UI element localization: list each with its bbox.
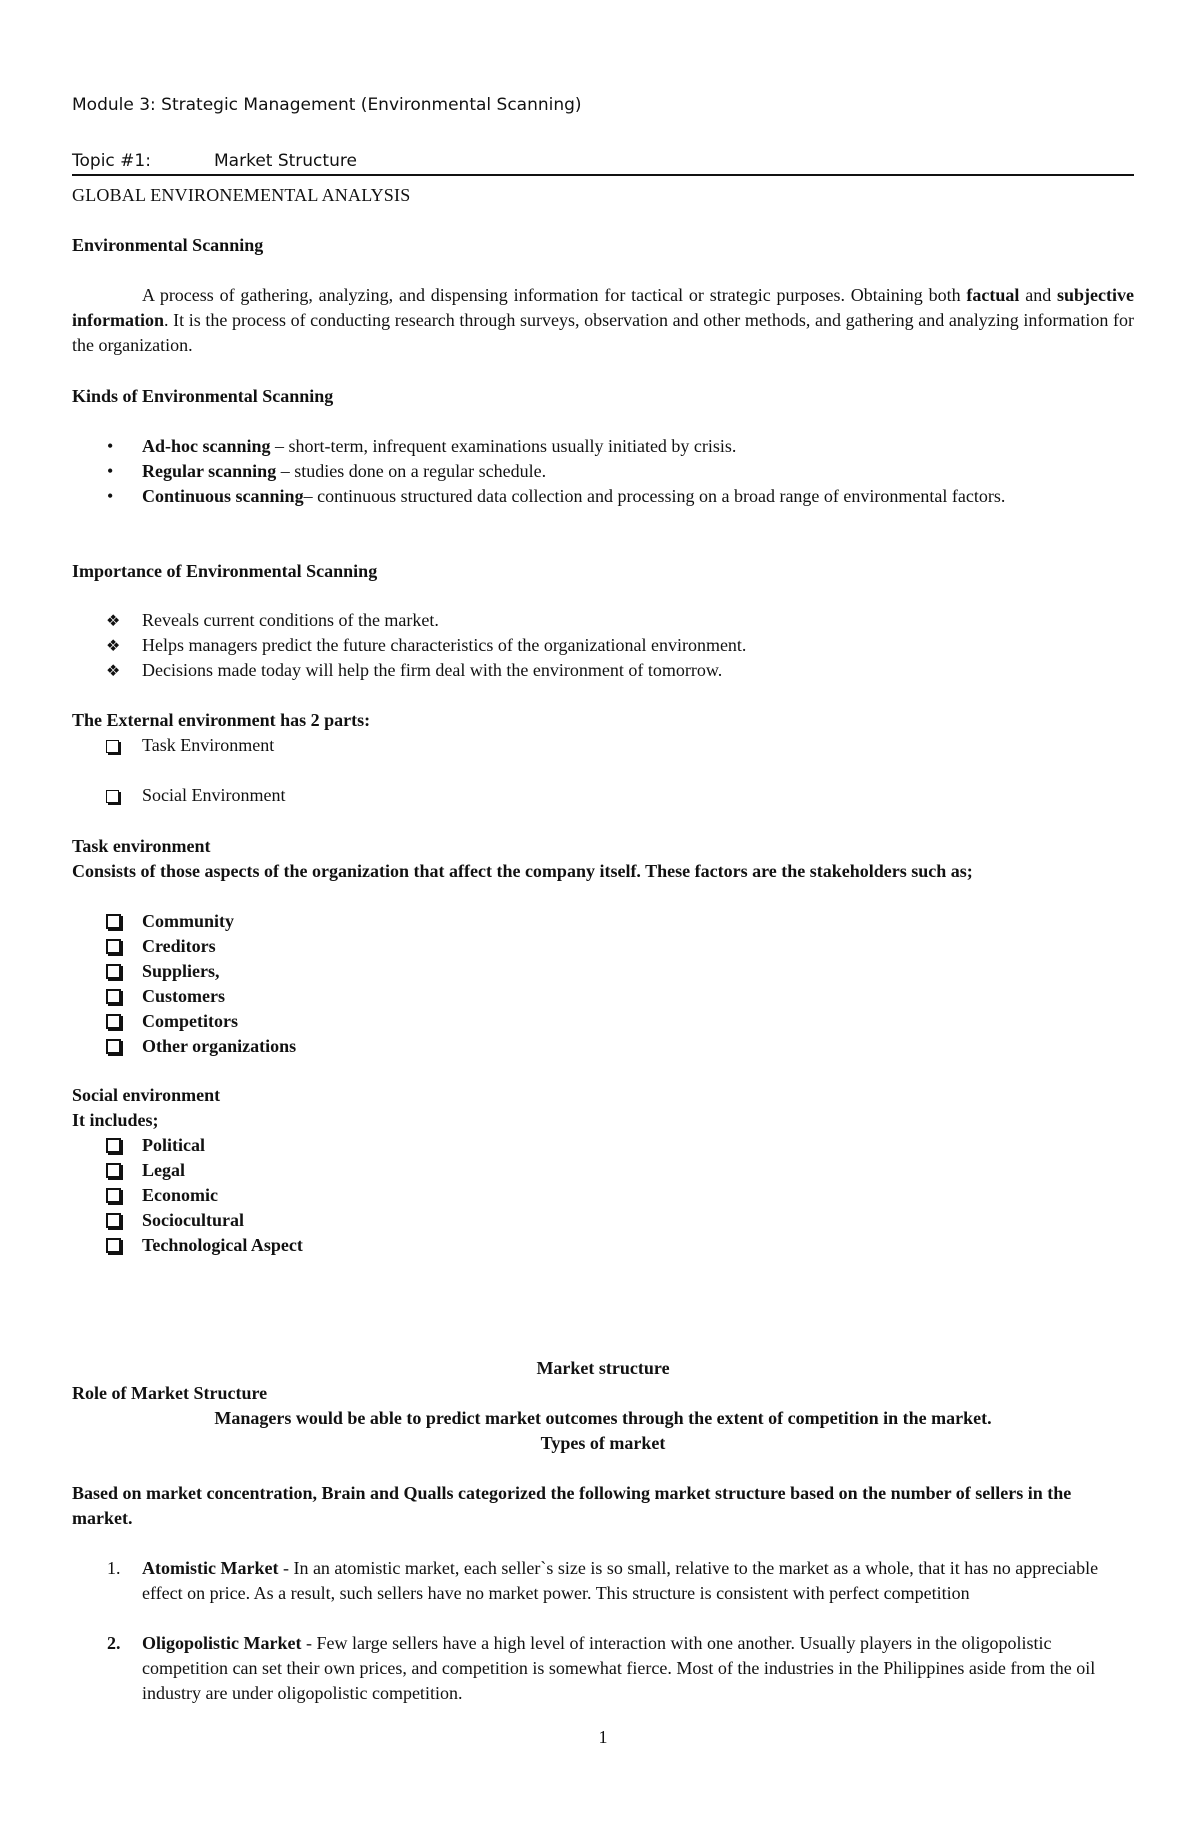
kinds-list [72,434,1134,509]
list-item [72,633,1134,658]
external-list [72,733,1134,808]
list-item [72,434,1134,459]
diamond-bullet-icon: ❖ [106,611,121,630]
types-heading: Types of market [540,1433,666,1453]
checkbox-bullet-icon [106,1034,128,1059]
bullet-icon: • [107,436,114,456]
item-text: - Few large sellers have a high level of interaction with one another. Usually players in the oligopolistic competition can set their own prices, and competition is somewhat fierce. Most of the industries in the Philippines aside from the oil industry are under oligopolistic competition. [142,1633,1096,1703]
list-item [72,783,1134,808]
checkbox-bullet-icon [106,1183,128,1208]
para-text: A process of gathering, analyzing, and dispensing information for tactical or strategic purposes. Obtaining both [142,285,967,305]
item-number: 1. [107,1558,121,1578]
item-text: Reveals current conditions of the market. [142,610,439,630]
types-intro: Based on market concentration, Brain and Qualls categorized the following market structure based on the number of sellers in the market. [72,1483,1072,1528]
list-item [72,484,1134,509]
item-text: Community [142,911,235,931]
list-item [72,1233,1134,1258]
checkbox-bullet-icon [106,934,128,959]
topic-line [72,149,1134,174]
item-text: Technological Aspect [142,1235,303,1255]
item-text: Legal [142,1160,185,1180]
bullet-icon: • [107,461,114,481]
topic-title: Market Structure [214,151,357,171]
list-item [72,1133,1134,1158]
checkbox-bullet-icon [106,1009,128,1034]
checkbox-bullet-icon [106,1158,128,1183]
market-structure-title: Market structure [536,1358,670,1378]
item-text: Political [142,1135,205,1155]
item-text: – continuous structured data collection and processing on a broad range of environmental factors. [303,486,1006,506]
item-text: Competitors [142,1011,238,1031]
item-text: – short-term, infrequent examinations usually initiated by crisis. [270,436,737,456]
para-text: and [1019,285,1058,305]
social-env-sub: It includes; [72,1110,159,1130]
diamond-bullet-icon: ❖ [106,661,121,680]
role-text: Managers would be able to predict market outcomes through the extent of competition in the market. [214,1408,992,1428]
page-number: 1 [598,1727,608,1747]
checkbox-bullet-icon [106,783,128,808]
checkbox-bullet-icon [106,984,128,1009]
list-item [72,1034,1134,1059]
para-bold-factual: factual [966,285,1020,305]
global-heading: GLOBAL ENVIRONEMENTAL ANALYSIS [72,185,411,205]
list-item [72,733,1134,758]
kinds-heading: Kinds of Environmental Scanning [72,386,334,406]
checkbox-bullet-icon [106,959,128,984]
para-bold-subjective: subjective information [72,285,1134,330]
bullet-icon: • [107,486,114,506]
item-text: Suppliers, [142,961,220,981]
item-term: Ad-hoc scanning [142,436,271,456]
header-rule [72,174,1134,176]
checkbox-bullet-icon [106,1133,128,1158]
list-item [72,934,1134,959]
checkbox-bullet-icon [106,733,128,758]
list-item [72,959,1134,984]
importance-heading: Importance of Environmental Scanning [72,561,378,581]
item-text: Economic [142,1185,218,1205]
task-env-list [72,909,1134,1059]
item-term: Regular scanning [142,461,277,481]
module-title: Module 3: Strategic Management (Environmental Scanning) [72,95,582,115]
item-text: Creditors [142,936,216,956]
task-env-heading: Task environment [72,836,211,856]
item-term: Oligopolistic Market [142,1633,302,1653]
list-item [72,984,1134,1009]
item-text: Other organizations [142,1036,297,1056]
list-item [72,608,1134,633]
list-item [72,459,1134,484]
item-text: Sociocultural [142,1210,244,1230]
item-text: - In an atomistic market, each seller`s size is so small, relative to the market as a whole, that it has no appreciable effect on price. As a result, such sellers have no market power. This structure is consistent with perfect competition [142,1558,1099,1603]
list-item [72,1556,1134,1606]
para-text: . It is the process of conducting research through surveys, observation and other methods, and gathering and analyzing information for the organization. [72,310,1134,355]
list-item [72,1158,1134,1183]
checkbox-bullet-icon [106,1233,128,1258]
list-item [72,1009,1134,1034]
role-heading: Role of Market Structure [72,1383,268,1403]
item-term: Continuous scanning [142,486,304,506]
item-number: 2. [107,1633,121,1653]
item-text: – studies done on a regular schedule. [276,461,547,481]
importance-list [72,608,1134,683]
item-text: Task Environment [142,735,275,755]
list-item [72,1631,1134,1706]
market-types-list [72,1556,1134,1731]
list-item [72,1183,1134,1208]
list-item [72,1208,1134,1233]
checkbox-bullet-icon [106,909,128,934]
topic-label: Topic #1: [72,151,151,171]
social-env-heading: Social environment [72,1085,221,1105]
external-heading: The External environment has 2 parts: [72,710,371,730]
list-item [72,909,1134,934]
env-scanning-paragraph [72,283,1134,358]
item-text: Helps managers predict the future characteristics of the organizational environment. [142,635,747,655]
item-text: Customers [142,986,225,1006]
task-env-description: Consists of those aspects of the organization that affect the company itself. These factors are the stakeholders such as; [72,861,973,881]
list-item [72,658,1134,683]
diamond-bullet-icon: ❖ [106,636,121,655]
item-text: Social Environment [142,785,286,805]
checkbox-bullet-icon [106,1208,128,1233]
document-page [72,0,1134,1835]
item-term: Atomistic Market [142,1558,279,1578]
env-scanning-heading: Environmental Scanning [72,235,264,255]
item-text: Decisions made today will help the firm deal with the environment of tomorrow. [142,660,723,680]
social-env-list [72,1133,1134,1258]
